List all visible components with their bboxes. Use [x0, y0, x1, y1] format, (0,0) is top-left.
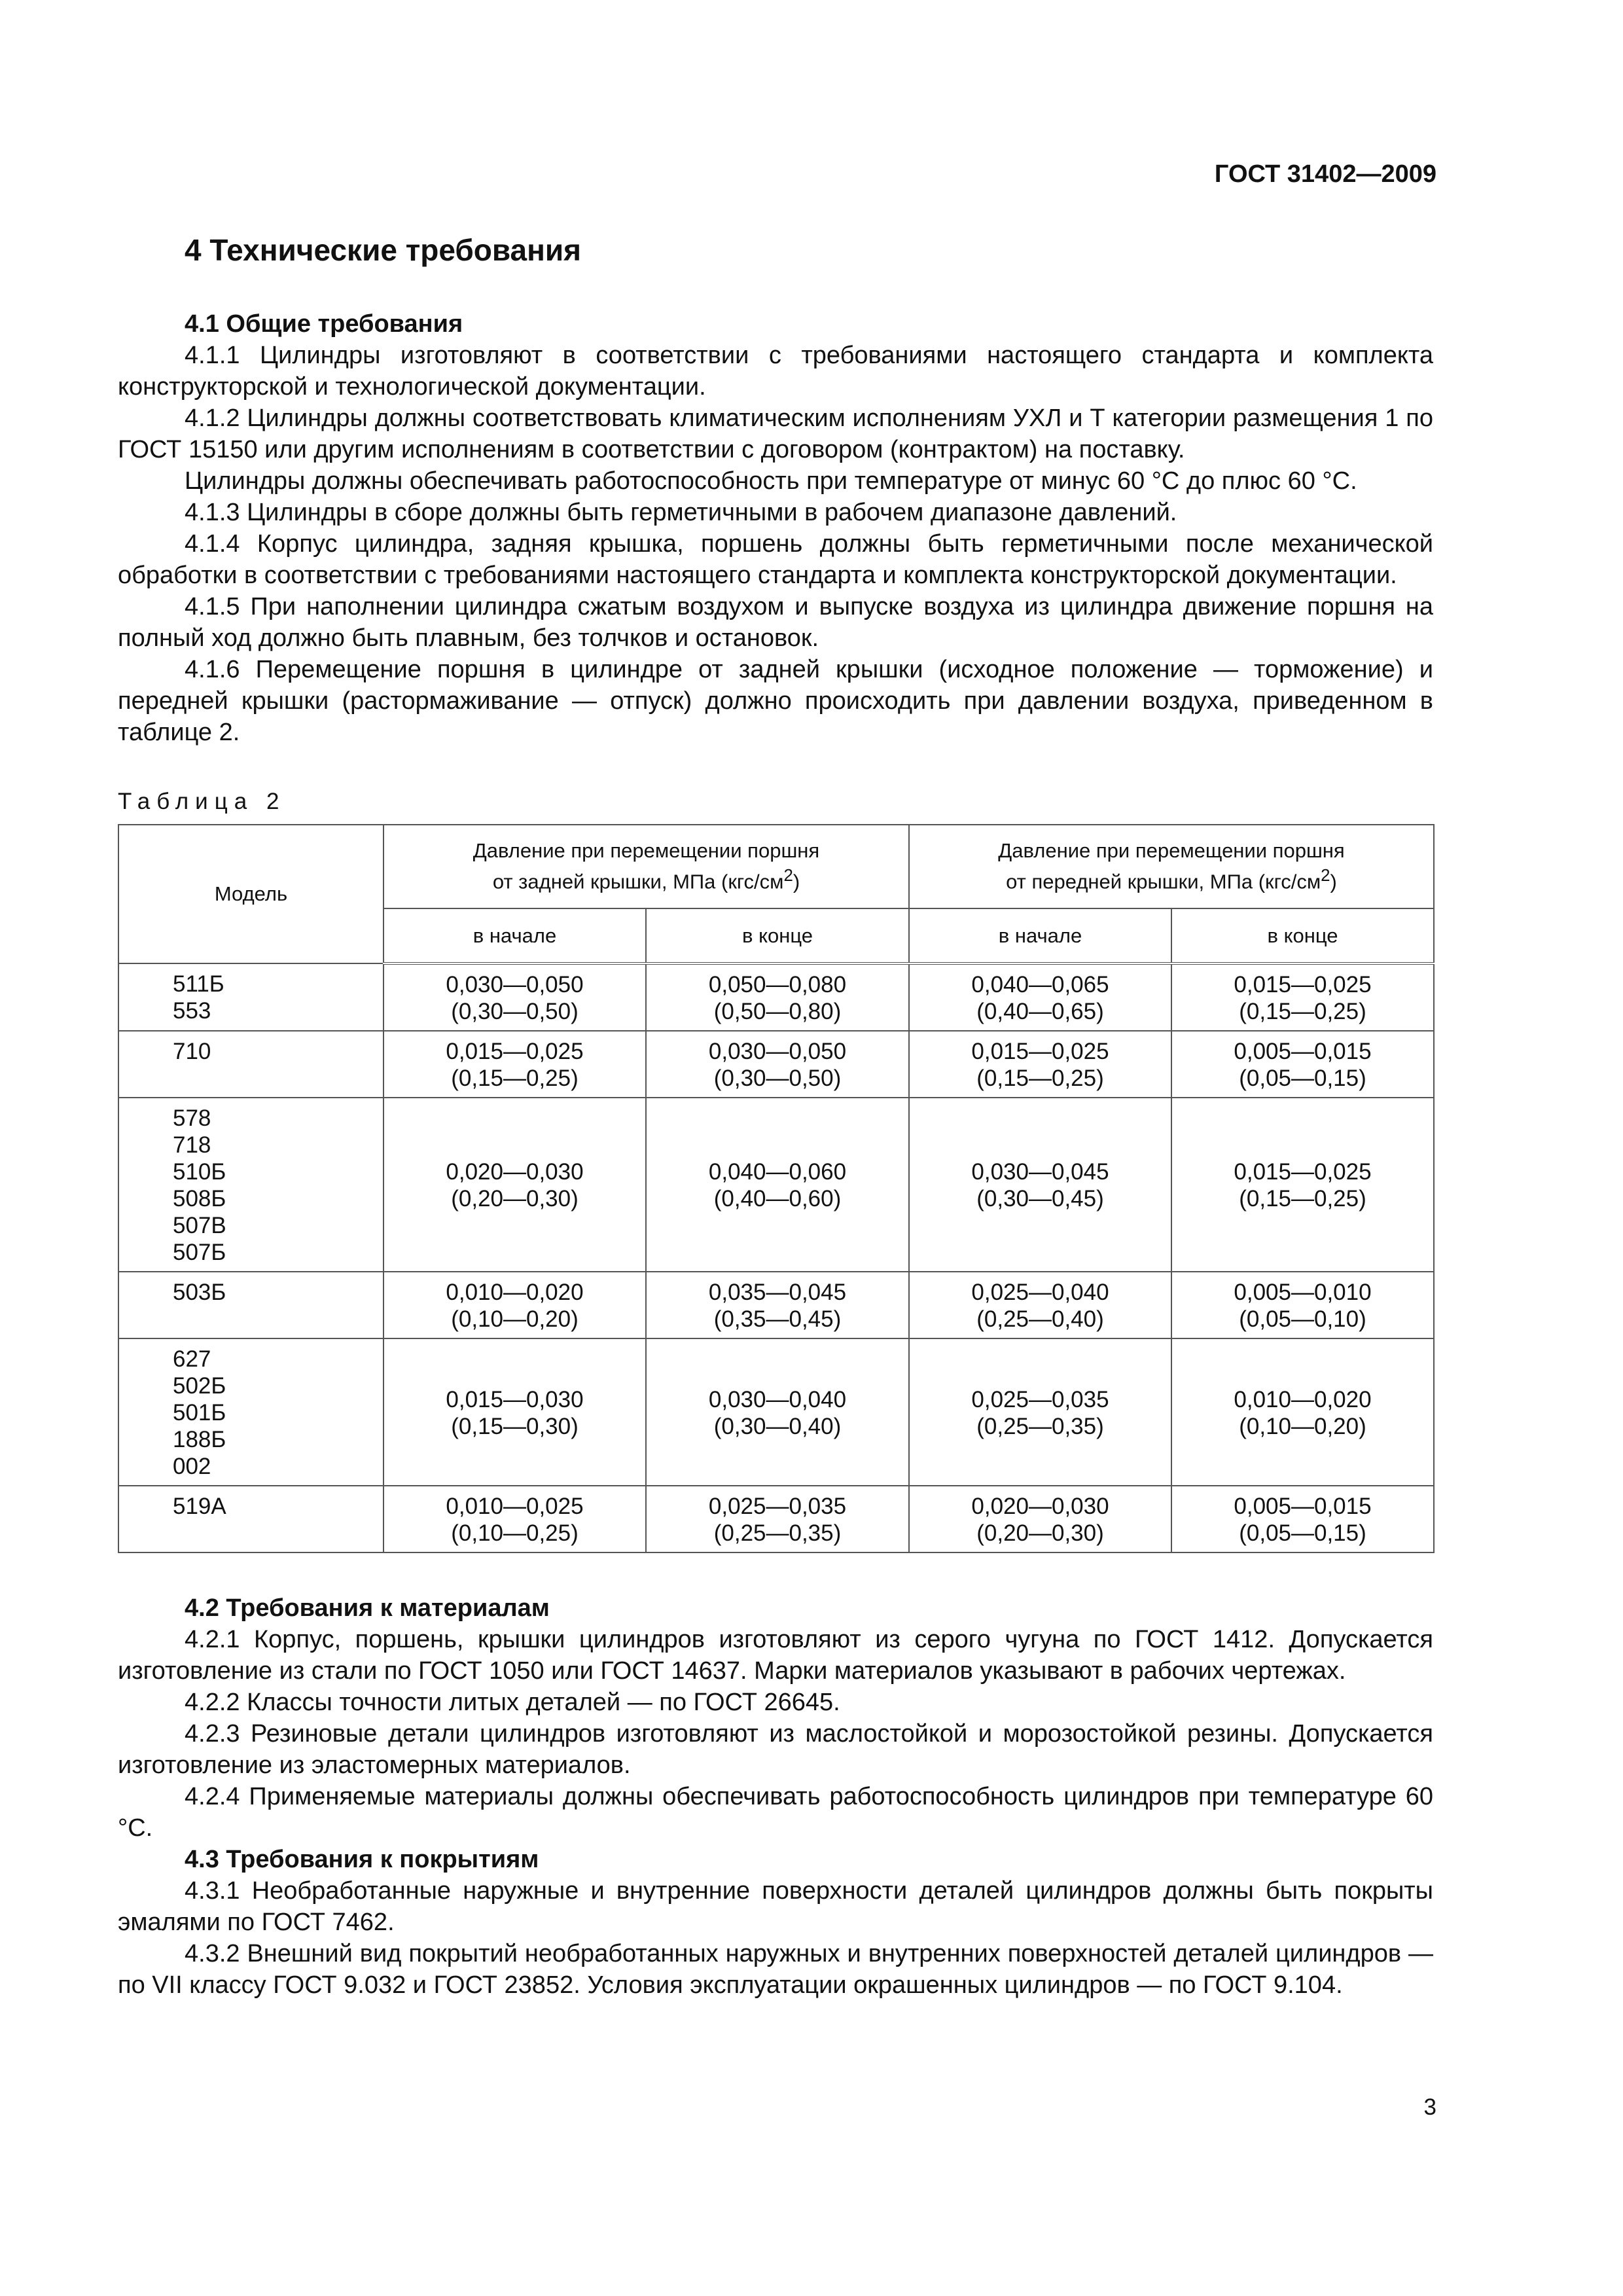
table-row — [118, 963, 1434, 1031]
header-front-cover — [909, 825, 1434, 908]
pressure-mpa: 0,015—0,025 — [1234, 972, 1372, 997]
header-rear-cover — [383, 825, 909, 908]
pressure-mpa: 0,025—0,035 — [708, 1494, 847, 1519]
model-cell — [118, 1031, 383, 1098]
pressure-kgf: (0,20—0,30) — [451, 1186, 579, 1211]
pressure-kgf: (0,30—0,50) — [713, 1066, 842, 1091]
pressure-mpa: 0,010—0,025 — [446, 1494, 584, 1519]
pressure-kgf: (0,15—0,25) — [451, 1066, 579, 1091]
pressure-mpa: 0,030—0,040 — [708, 1386, 847, 1412]
paragraph-4-3-1: 4.3.1 Необработанные наружные и внутренние поверхности деталей цилиндров должны быть покрыты эмалями по ГОСТ 7462. — [118, 1877, 1433, 1936]
pressure-cell — [1171, 1098, 1434, 1272]
paragraph-4-1-6: 4.1.6 Перемещение поршня в цилиндре от задней крышки (исходное положение — торможение) и передней крышки (растормаживание — отпуск) должно происходить при давлении воздуха, приведенном в таблице 2. — [118, 656, 1433, 746]
model-number: 718 — [173, 1132, 211, 1158]
pressure-mpa: 0,005—0,010 — [1234, 1280, 1372, 1305]
subsection-title-materials: 4.2 Требования к материалам — [185, 1594, 550, 1622]
pressure-mpa: 0,015—0,030 — [446, 1386, 584, 1412]
paragraph-4-1-3: 4.1.3 Цилиндры в сборе должны быть герметичными в рабочем диапазоне давлений. — [185, 499, 1177, 526]
pressure-mpa: 0,025—0,040 — [971, 1280, 1109, 1305]
model-cell — [118, 1338, 383, 1486]
model-number: 503Б — [173, 1280, 226, 1305]
pressure-kgf: (0,30—0,45) — [976, 1186, 1104, 1211]
pressure-mpa: 0,010—0,020 — [1234, 1386, 1372, 1412]
pressure-cell — [383, 1338, 646, 1486]
pressure-mpa: 0,020—0,030 — [446, 1159, 584, 1185]
pressure-kgf: (0,15—0,25) — [1239, 1186, 1366, 1211]
pressure-cell — [909, 1486, 1171, 1552]
paragraph-temperature: Цилиндры должны обеспечивать работоспособность при температуре от минус 60 °С до плюс 60 °С. — [185, 467, 1357, 495]
model-number: 511Б — [173, 971, 224, 997]
pressure-kgf: (0,25—0,35) — [713, 1520, 842, 1546]
pressure-cell — [646, 1486, 909, 1552]
pressure-kgf: (0,40—0,65) — [976, 999, 1104, 1024]
model-number: 507Б — [173, 1240, 226, 1265]
model-cell — [118, 963, 383, 1031]
model-number: 002 — [173, 1454, 211, 1479]
pressure-cell — [646, 1031, 909, 1098]
header-rear-line2: от задней крышки, МПа $(кгс/см^2)$ — [492, 867, 800, 893]
pressure-cell — [646, 963, 909, 1031]
pressure-cell — [1171, 1338, 1434, 1486]
pressure-cell — [383, 1031, 646, 1098]
model-cell — [118, 1272, 383, 1338]
model-number: 553 — [173, 998, 211, 1024]
pressure-kgf: (0,15—0,30) — [451, 1413, 579, 1439]
pressure-mpa: 0,015—0,025 — [446, 1039, 584, 1064]
pressure-kgf: (0,05—0,15) — [1239, 1520, 1366, 1546]
subsection-title-coatings: 4.3 Требования к покрытиям — [185, 1846, 539, 1873]
header-front-line2: от передней крышки, МПа $(кгс/см^2)$ — [1006, 867, 1337, 893]
pressure-kgf: (0,20—0,30) — [976, 1520, 1104, 1546]
pressure-cell — [383, 1272, 646, 1338]
pressure-cell — [646, 1272, 909, 1338]
page-content — [118, 232, 1433, 2001]
pressure-mpa: 0,030—0,050 — [708, 1039, 847, 1064]
subsection-title-general: 4.1 Общие требования — [185, 310, 463, 338]
subheader-front-start: в начале — [909, 908, 1171, 963]
model-number: 188Б — [173, 1427, 226, 1452]
subheader-front-end: в конце — [1171, 908, 1434, 963]
pressure-kgf: (0,50—0,80) — [713, 999, 842, 1024]
model-number: 710 — [173, 1039, 211, 1064]
model-number: 627 — [173, 1346, 211, 1372]
paragraph-4-2-4: 4.2.4 Применяемые материалы должны обеспечивать работоспособность цилиндров при температуре 60 °С. — [118, 1783, 1433, 1842]
page-number: 3 — [1423, 2094, 1436, 2120]
header-rear-line1: Давление при перемещении поршня — [473, 839, 820, 863]
table-row — [118, 1272, 1434, 1338]
model-number: 502Б — [173, 1373, 226, 1399]
pressure-table — [118, 824, 1435, 1553]
model-cell — [118, 1098, 383, 1272]
table-row — [118, 1486, 1434, 1552]
model-number: 519А — [173, 1494, 226, 1519]
model-number: 578 — [173, 1105, 211, 1131]
paragraph-4-1-1: 4.1.1 Цилиндры изготовляют в соответствии с требованиями настоящего стандарта и комплекта конструкторской и технологической документации. — [118, 342, 1433, 401]
pressure-cell — [383, 963, 646, 1031]
header-model: Модель — [118, 825, 383, 963]
subheader-rear-end: в конце — [646, 908, 909, 963]
pressure-kgf: (0,15—0,25) — [976, 1066, 1104, 1091]
paragraph-4-2-2: 4.2.2 Классы точности литых деталей — по ГОСТ 26645. — [185, 1689, 840, 1716]
pressure-cell — [1171, 1272, 1434, 1338]
pressure-cell — [1171, 963, 1434, 1031]
pressure-cell — [646, 1098, 909, 1272]
pressure-mpa: 0,050—0,080 — [708, 972, 847, 997]
table-body — [118, 963, 1434, 1552]
pressure-kgf: (0,10—0,20) — [1239, 1413, 1366, 1439]
pressure-mpa: 0,015—0,025 — [971, 1039, 1109, 1064]
document-id: ГОСТ 31402—2009 — [1214, 160, 1436, 188]
model-number: 508Б — [173, 1186, 226, 1211]
pressure-cell — [383, 1486, 646, 1552]
paragraph-4-3-2: 4.3.2 Внешний вид покрытий необработанных наружных и внутренних поверхностей деталей цилиндров — по VII классу ГОСТ 9.032 и ГОСТ 23852. Условия эксплуатации окрашенных цилиндров — по ГОСТ 9.104. — [118, 1940, 1433, 1999]
pressure-cell — [909, 1338, 1171, 1486]
pressure-cell — [909, 963, 1171, 1031]
table-row — [118, 1031, 1434, 1098]
pressure-mpa: 0,005—0,015 — [1234, 1494, 1372, 1519]
paragraph-4-2-3: 4.2.3 Резиновые детали цилиндров изготовляют из маслостойкой и морозостойкой резины. Допускается изготовление из эластомерных материалов. — [118, 1720, 1433, 1779]
pressure-kgf: (0,25—0,40) — [976, 1306, 1104, 1332]
pressure-kgf: (0,35—0,45) — [713, 1306, 842, 1332]
pressure-kgf: (0,05—0,15) — [1239, 1066, 1366, 1091]
pressure-kgf: (0,25—0,35) — [976, 1413, 1104, 1439]
pressure-mpa: 0,015—0,025 — [1234, 1159, 1372, 1185]
pressure-kgf: (0,40—0,60) — [713, 1186, 842, 1211]
pressure-mpa: 0,035—0,045 — [708, 1280, 847, 1305]
pressure-mpa: 0,020—0,030 — [971, 1494, 1109, 1519]
model-cell — [118, 1486, 383, 1552]
paragraph-4-2-1: 4.2.1 Корпус, поршень, крышки цилиндров изготовляют из серого чугуна по ГОСТ 1412. Допускается изготовление из стали по ГОСТ 1050 или ГОСТ 14637. Марки материалов указывают в рабочих чертежах. — [118, 1626, 1433, 1685]
table-row — [118, 1098, 1434, 1272]
paragraph-4-1-5: 4.1.5 При наполнении цилиндра сжатым воздухом и выпуске воздуха из цилиндра движение поршня на полный ход должно быть плавным, без толчков и остановок. — [118, 593, 1433, 652]
paragraph-4-1-4: 4.1.4 Корпус цилиндра, задняя крышка, поршень должны быть герметичными после механической обработки в соответствии с требованиями настоящего стандарта и комплекта конструкторской документации. — [118, 530, 1433, 589]
pressure-cell — [383, 1098, 646, 1272]
pressure-mpa: 0,030—0,050 — [446, 972, 584, 997]
pressure-kgf: (0,10—0,20) — [451, 1306, 579, 1332]
pressure-cell — [1171, 1031, 1434, 1098]
pressure-kgf: (0,30—0,50) — [451, 999, 579, 1024]
pressure-kgf: (0,15—0,25) — [1239, 999, 1366, 1024]
pressure-cell — [909, 1272, 1171, 1338]
pressure-mpa: 0,040—0,065 — [971, 972, 1109, 997]
pressure-cell — [909, 1098, 1171, 1272]
section-title: 4 Технические требования — [185, 233, 581, 267]
pressure-mpa: 0,005—0,015 — [1234, 1039, 1372, 1064]
pressure-kgf: (0,10—0,25) — [451, 1520, 579, 1546]
model-number: 501Б — [173, 1400, 226, 1426]
pressure-mpa: 0,010—0,020 — [446, 1280, 584, 1305]
table-row — [118, 1338, 1434, 1486]
model-number: 510Б — [173, 1159, 226, 1185]
pressure-kgf: (0,30—0,40) — [713, 1413, 842, 1439]
table-caption: Таблица 2 — [118, 789, 286, 814]
pressure-mpa: 0,040—0,060 — [708, 1159, 847, 1185]
pressure-cell — [646, 1338, 909, 1486]
pressure-cell — [1171, 1486, 1434, 1552]
model-number: 507В — [173, 1213, 226, 1238]
subheader-rear-start: в начале — [383, 908, 646, 963]
header-front-line1: Давление при перемещении поршня — [998, 839, 1345, 863]
after-table-block — [118, 1592, 1433, 2001]
pressure-mpa: 0,025—0,035 — [971, 1386, 1109, 1412]
pressure-mpa: 0,030—0,045 — [971, 1159, 1109, 1185]
pressure-kgf: (0,05—0,10) — [1239, 1306, 1366, 1332]
paragraph-4-1-2: 4.1.2 Цилиндры должны соответствовать климатическим исполнениям УХЛ и Т категории размещения 1 по ГОСТ 15150 или другим исполнениям в соответствии с договором (контрактом) на поставку. — [118, 404, 1433, 463]
pressure-cell — [909, 1031, 1171, 1098]
